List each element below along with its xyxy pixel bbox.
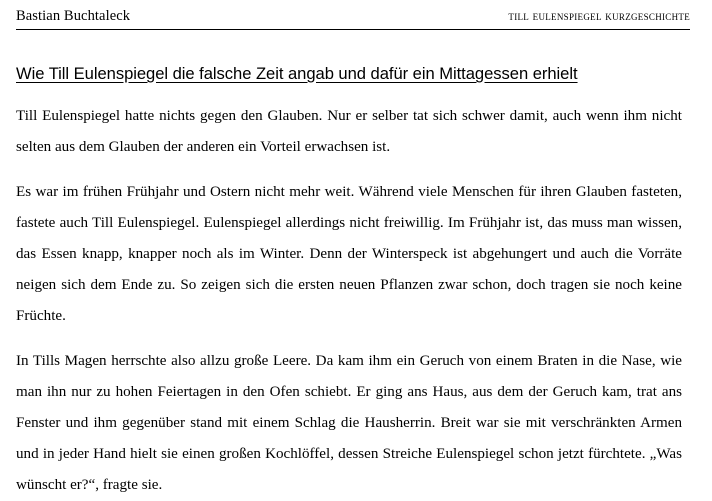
paragraph: Till Eulenspiegel hatte nichts gegen den Glauben. Nur er selber tat sich schwer damit, auch wenn ihm nicht selten aus dem Glauben der anderen ein Vorteil erwachsen ist. [16, 107, 682, 155]
paragraph: In Tills Magen herrschte also allzu große Leere. Da kam ihm ein Geruch von einem Braten in die Nase, wie man ihn nur zu hohen Feiertagen in den Ofen schiebt. Er ging ans Haus, aus dem der Geruch kam, trat ans Fenster und ihm gegenüber stand mit einem Schlag die Hausherrin. Breit war sie mit verschränkten Armen und in jeder Hand hielt sie einen großen Kochlöffel, dessen Streiche Eulenspiegel schon jetzt fürchtete. „Was wünscht er?“, fragte sie. [16, 352, 682, 493]
article-heading: Wie Till Eulenspiegel die falsche Zeit angab und dafür ein Mittagessen erhielt [16, 63, 578, 83]
header-author: Bastian Buchtaleck [16, 8, 131, 24]
header-running-title: till eulenspiegel kurzgeschichte [508, 8, 690, 23]
article-body [16, 85, 682, 501]
running-header [16, 0, 690, 30]
paragraph: Es war im frühen Frühjahr und Ostern nicht mehr weit. Während viele Menschen für ihren Glauben fasteten, fastete auch Till Eulenspiegel. Eulenspiegel allerdings nicht freiwillig. Im Frühjahr ist, das muss man wissen, das Essen knapp, knapper noch als im Winter. Denn der Winterspeck ist abgehungert und auch die Vorräte neigen sich dem Ende zu. So zeigen sich die ersten neuen Pflanzen zwar schon, doch tragen sie noch keine Früchte. [16, 183, 682, 324]
